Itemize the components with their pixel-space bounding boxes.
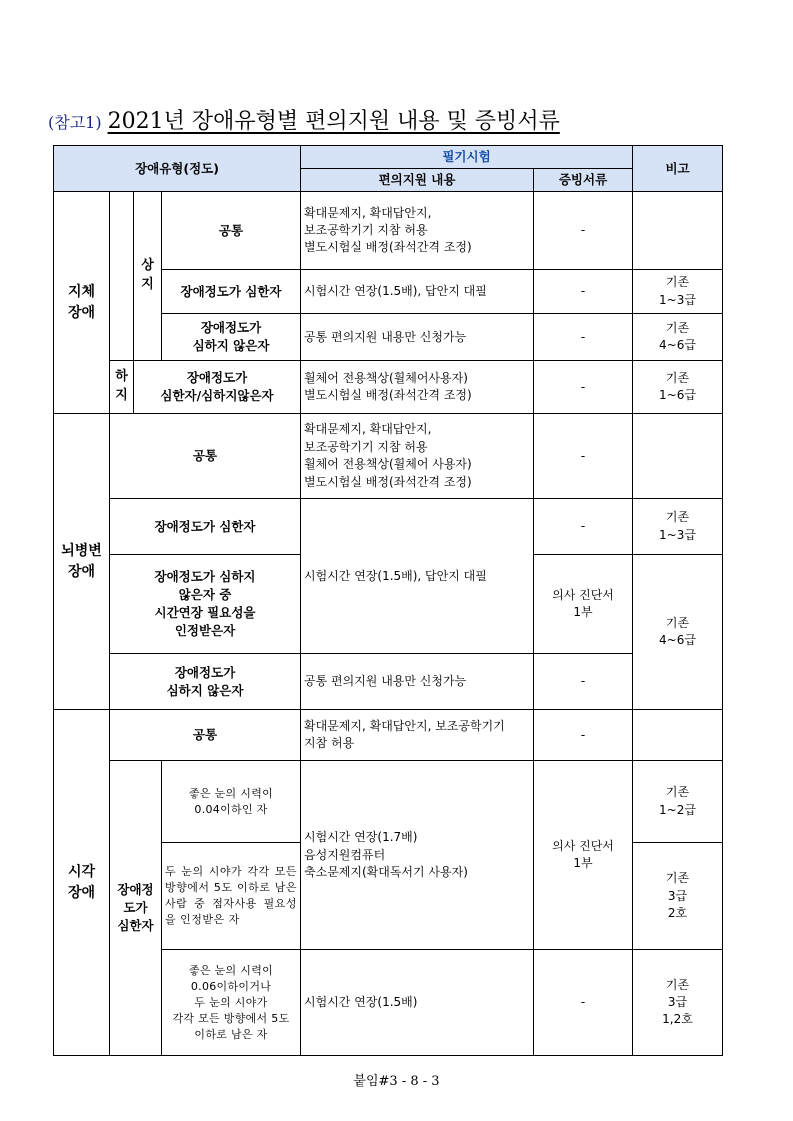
vision-severe-label: 장애정 도가 심한자 xyxy=(110,761,162,1056)
vision-field-label: 두 눈의 시야가 각각 모든 방향에서 5도 이하로 남은 사람 중 점자사용 필요성을 인정받은 자 xyxy=(162,843,301,950)
limb-upper-common-label: 공통 xyxy=(162,192,301,270)
limb-lower-row-label: 장애정도가 심한자/심하지않은자 xyxy=(134,361,301,414)
brain-mild-support: 공통 편의지원 내용만 신청가능 xyxy=(301,654,534,710)
limb-upper-mild-docs: - xyxy=(534,314,633,361)
brain-extended-docs: 의사 진단서 1부 xyxy=(534,555,633,654)
title-ref: (참고1) xyxy=(48,113,102,132)
limb-lower-row-note: 기존 1~6급 xyxy=(633,361,723,414)
brain-mild-docs: - xyxy=(534,654,633,710)
vision-acuity-note: 기존 1~2급 xyxy=(633,761,723,843)
limb-upper-mild-label: 장애정도가 심하지 않은자 xyxy=(162,314,301,361)
vision-common-docs: - xyxy=(534,710,633,761)
vision-moderate-label: 좋은 눈의 시력이 0.06이하이거나 두 눈의 시야가 각각 모든 방향에서 5도 이하로 남은 자 xyxy=(162,950,301,1056)
brain-common-note xyxy=(633,414,723,499)
brain-severe-label: 장애정도가 심한자 xyxy=(110,499,301,555)
vision-category: 시각 장애 xyxy=(54,710,110,1056)
header-docs: 증빙서류 xyxy=(534,169,633,192)
brain-mild-label: 장애정도가 심하지 않은자 xyxy=(110,654,301,710)
title-main: 2021년 장애유형별 편의지원 내용 및 증빙서류 xyxy=(107,109,560,134)
vision-common-support: 확대문제지, 확대답안지, 보조공학기기 지참 허용 xyxy=(301,710,534,761)
vision-shared-support: 시험시간 연장(1.7배) 음성지원컴퓨터 축소문제지(확대독서기 사용자) xyxy=(301,761,534,950)
brain-category: 뇌병변 장애 xyxy=(54,414,110,710)
limb-lower-row-support: 휠체어 전용책상(휠체어사용자) 별도시험실 배정(좌석간격 조정) xyxy=(301,361,534,414)
limb-upper-severe-support: 시험시간 연장(1.5배), 답안지 대필 xyxy=(301,270,534,314)
brain-common-docs: - xyxy=(534,414,633,499)
page-title xyxy=(48,104,560,135)
brain-severe-docs: - xyxy=(534,499,633,555)
header-note: 비고 xyxy=(633,146,723,192)
page-footer: 붙임#3 - 8 - 3 xyxy=(353,1074,440,1089)
limb-category: 지체 장애 xyxy=(54,192,110,414)
vision-common-label: 공통 xyxy=(110,710,301,761)
brain-mild-note: 기존 4~6급 xyxy=(633,555,723,710)
header-type: 장애유형(정도) xyxy=(54,146,301,192)
limb-upper-severe-label: 장애정도가 심한자 xyxy=(162,270,301,314)
vision-field-note: 기존 3급 2호 xyxy=(633,843,723,950)
limb-upper-spacer xyxy=(110,192,134,361)
brain-common-label: 공통 xyxy=(110,414,301,499)
limb-upper-common-docs: - xyxy=(534,192,633,270)
support-table xyxy=(53,145,723,1056)
limb-upper-mild-support: 공통 편의지원 내용만 신청가능 xyxy=(301,314,534,361)
limb-upper-mild-note: 기존 4~6급 xyxy=(633,314,723,361)
limb-upper-label: 상 지 xyxy=(134,192,162,361)
brain-severe-note: 기존 1~3급 xyxy=(633,499,723,555)
header-support: 편의지원 내용 xyxy=(301,169,534,192)
limb-upper-severe-note: 기존 1~3급 xyxy=(633,270,723,314)
limb-lower-row-docs: - xyxy=(534,361,633,414)
limb-upper-severe-docs: - xyxy=(534,270,633,314)
vision-shared-docs: 의사 진단서 1부 xyxy=(534,761,633,950)
vision-moderate-docs: - xyxy=(534,950,633,1056)
limb-lower-label: 하 지 xyxy=(110,361,134,414)
brain-extended-label: 장애정도가 심하지 않은자 중 시간연장 필요성을 인정받은자 xyxy=(110,555,301,654)
limb-upper-common-note xyxy=(633,192,723,270)
vision-moderate-support: 시험시간 연장(1.5배) xyxy=(301,950,534,1056)
vision-moderate-note: 기존 3급 1,2호 xyxy=(633,950,723,1056)
header-written-exam: 필기시험 xyxy=(301,146,633,169)
brain-shared-support: 시험시간 연장(1.5배), 답안지 대필 xyxy=(301,499,534,654)
brain-common-support: 확대문제지, 확대답안지, 보조공학기기 지참 허용 휠체어 전용책상(휠체어 사용자) 별도시험실 배정(좌석간격 조정) xyxy=(301,414,534,499)
vision-acuity-label: 좋은 눈의 시력이 0.04이하인 자 xyxy=(162,761,301,843)
vision-common-note xyxy=(633,710,723,761)
limb-upper-common-support: 확대문제지, 확대답안지, 보조공학기기 지참 허용 별도시험실 배정(좌석간격 조정) xyxy=(301,192,534,270)
